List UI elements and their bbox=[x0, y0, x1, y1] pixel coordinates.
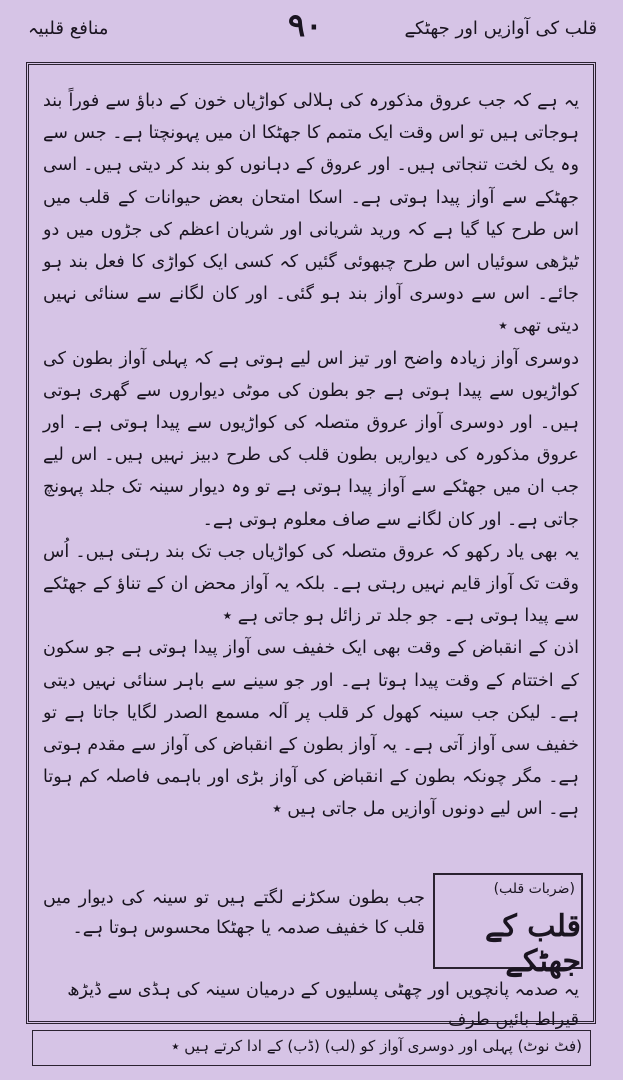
side-heading-text: جب بطون سکڑنے لگتے ہیں تو سینہ کی دیوار میں قلب کا خفیف صدمہ یا جھٹکا محسوس ہوتا ہے۔ bbox=[43, 888, 425, 938]
body-text bbox=[43, 85, 579, 826]
closing-line: یہ صدمہ پانچویں اور چھٹی پسلیوں کے درمیان سینہ کی ہڈی سے ڈیڑھ قیراط بائیں طرف bbox=[67, 980, 579, 1030]
paragraph-4: اذن کے انقباض کے وقت بھی ایک خفیف سی آواز پیدا ہوتی ہے جو سکون کے اختتام کے وقت پیدا ہوتا ہے۔ اور جو سینے سے باہر سنائی نہیں دیتی ہے۔ لیکن جب سینہ کھول کر قلب پر آلہ مسمع الصدر لگایا جاتا ہے تو خفیف سی آواز آتی ہے۔ یہ آواز بطون کے انقباض کی آواز سے مقدم ہوتی ہے۔ مگر چونکہ بطون کے انقباض کی آواز بڑی اور باہمی فاصلہ کم ہوتا ہے۔ اس لیے دونوں آوازیں مل جاتی ہیں ٭ bbox=[43, 638, 579, 820]
paragraph-1: یہ ہے کہ جب عروق مذکورہ کی ہلالی کواڑیاں خون کے دباؤ سے فوراً بند ہوجاتی ہیں تو اس وقت ایک متمم کا جھٹکا ان میں پہونچتا ہے۔ جس سے وہ یک لخت تنجاتی ہیں۔ اور عروق کے دہانوں کو بند کر دیتی ہیں۔ اسی جھٹکے سے آواز پیدا ہوتی ہے۔ اسکا امتحان بعض حیوانات کے قلب میں اس طرح کیا گیا ہے کہ ورید شریانی اور شریان اعظم کی جڑوں میں دو ٹیڑھی سوئیاں اس طرح چبھوئی گئیں کہ کسی ایک کواڑی کا فعل بند ہو جائے۔ اس سے دوسری آواز بند ہو گئی۔ اور کان لگانے سے سنائی نہیں دیتی تھی ٭ bbox=[43, 91, 579, 337]
page-number: ۹۰ bbox=[288, 6, 323, 44]
side-heading-subtitle: (ضربات قلب) bbox=[493, 881, 575, 897]
running-title-left: منافع قلبیہ bbox=[28, 18, 109, 39]
page-header bbox=[18, 6, 605, 54]
footnote: (فٹ نوٹ) پہلی اور دوسری آواز کو (لب) (ڈب) کے ادا کرتے ہیں ٭ bbox=[32, 1030, 591, 1066]
paragraph-3: یہ بھی یاد رکھو کہ عروق متصلہ کی کواڑیاں جب تک بند رہتی ہیں۔ اُس وقت تک آواز قایم نہیں رہتی ہے۔ بلکہ یہ آواز محض ان کے تناؤ کے جھٹکے سے پیدا ہوتی ہے۔ جو جلد تر زائل ہو جاتی ہے ٭ bbox=[43, 541, 579, 627]
side-heading-box bbox=[433, 873, 583, 979]
text-frame bbox=[26, 62, 596, 1030]
side-heading-title: قلب کے جھٹکے bbox=[484, 909, 581, 979]
running-title-right: قلب کی آوازیں اور جھٹکے bbox=[404, 18, 597, 39]
paragraph-2: دوسری آواز زیادہ واضح اور تیز اس لیے ہوتی ہے کہ پہلی آواز بطون کی کواڑیوں سے پیدا ہوتی ہے جو بطون کی موٹی دیواروں سے گھری ہوتی ہیں۔ اور دوسری آواز عروق متصلہ کی کواڑیوں سے پیدا ہوتی ہے۔ اور عروق مذکورہ کی دیواریں بطون قلب کی طرح دبیز نہیں ہیں۔ اس لیے جب ان میں جھٹکے سے آواز پیدا ہوتی ہے تو وہ دیوار سینہ تک جلد پہونچ جاتی ہے۔ اور کان لگانے سے صاف معلوم ہوتی ہے۔ bbox=[43, 348, 579, 530]
